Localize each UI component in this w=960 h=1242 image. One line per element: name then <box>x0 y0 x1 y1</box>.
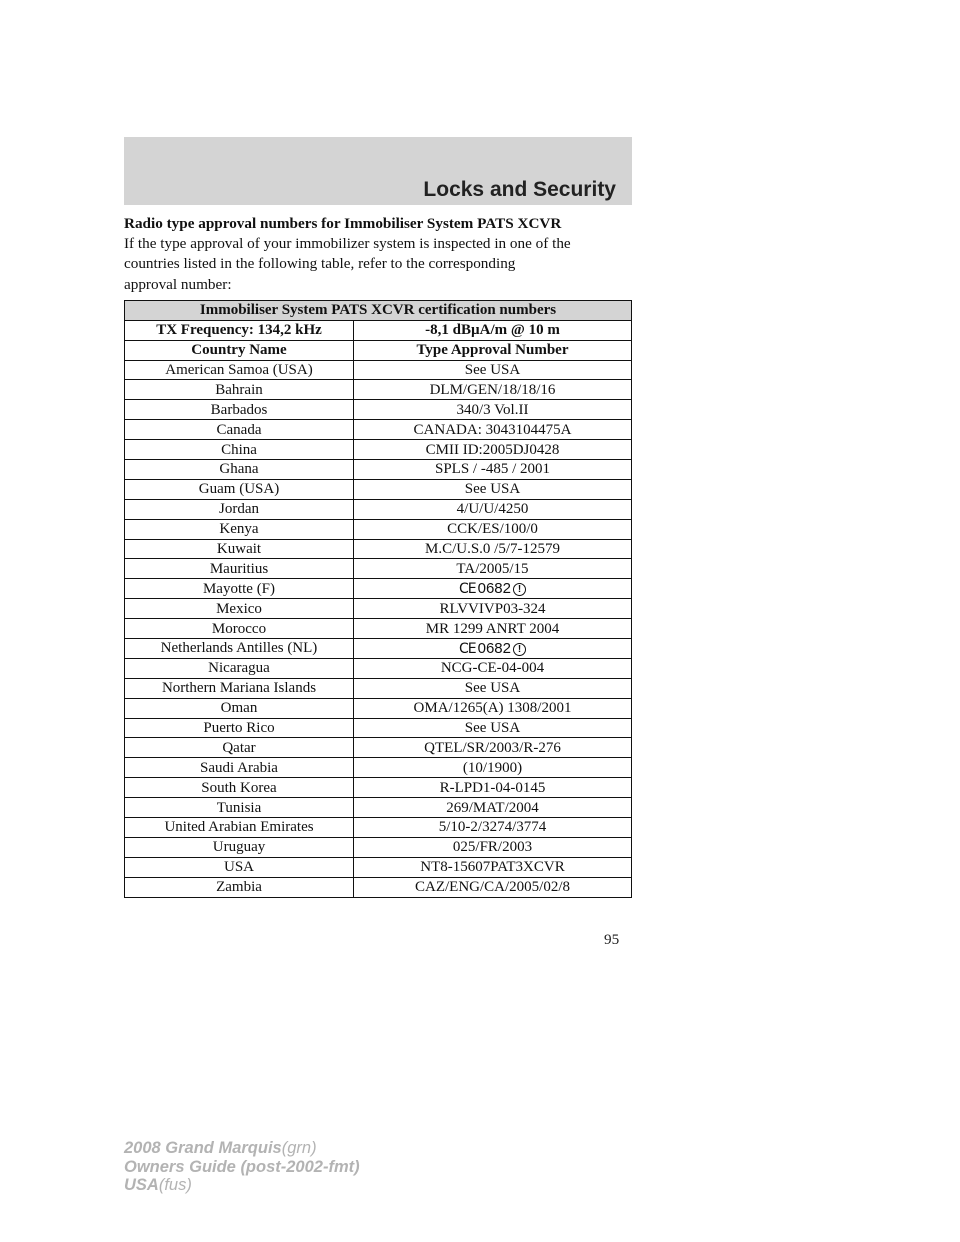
table-row <box>125 758 632 778</box>
country-name-cell: Northern Mariana Islands <box>125 678 354 698</box>
table-row <box>125 400 632 420</box>
table-row <box>125 639 632 659</box>
approval-number-cell: See USA <box>354 479 632 499</box>
table-row <box>125 440 632 460</box>
approval-number-cell: CMII ID:2005DJ0428 <box>354 440 632 460</box>
table-row <box>125 460 632 480</box>
alert-circle-icon: ! <box>513 643 526 656</box>
country-name-cell: Ghana <box>125 460 354 480</box>
approval-number-cell: See USA <box>354 718 632 738</box>
intro-line: approval number: <box>124 275 232 293</box>
table-row <box>125 658 632 678</box>
ce-symbol: CE <box>459 581 476 598</box>
approval-number-cell: CAZ/ENG/CA/2005/02/8 <box>354 877 632 897</box>
approval-number-cell: SPLS / -485 / 2001 <box>354 460 632 480</box>
country-name-cell: Canada <box>125 420 354 440</box>
country-name-cell: Mayotte (F) <box>125 579 354 599</box>
footer-guide: Owners Guide (post-2002-fmt) <box>124 1157 360 1176</box>
frequency-value: -8,1 dBµA/m @ 10 m <box>354 320 632 340</box>
country-name-cell: Nicaragua <box>125 658 354 678</box>
table-row <box>125 559 632 579</box>
intro-paragraph <box>124 234 632 295</box>
section-title: Locks and Security <box>423 178 616 201</box>
table-row <box>125 738 632 758</box>
country-name-cell: Saudi Arabia <box>125 758 354 778</box>
table-row <box>125 579 632 599</box>
approval-number-cell: QTEL/SR/2003/R-276 <box>354 738 632 758</box>
approval-number-cell <box>354 639 632 659</box>
table-row <box>125 619 632 639</box>
table-row <box>125 360 632 380</box>
table-row <box>125 857 632 877</box>
approval-number-cell: TA/2005/15 <box>354 559 632 579</box>
certification-table <box>124 300 632 898</box>
approval-number-cell: 340/3 Vol.II <box>354 400 632 420</box>
country-name-cell: Puerto Rico <box>125 718 354 738</box>
table-row <box>125 718 632 738</box>
table-row <box>125 539 632 559</box>
country-name-cell: Qatar <box>125 738 354 758</box>
approval-number-cell: (10/1900) <box>354 758 632 778</box>
alert-circle-icon: ! <box>513 583 526 596</box>
ce-symbol: CE <box>459 641 476 658</box>
approval-number-cell: OMA/1265(A) 1308/2001 <box>354 698 632 718</box>
section-heading: Radio type approval numbers for Immobiliser System PATS XCVR <box>124 215 562 232</box>
table-row <box>125 698 632 718</box>
footer-model-code: (grn) <box>281 1139 317 1157</box>
table-row <box>125 678 632 698</box>
approval-number-cell: See USA <box>354 360 632 380</box>
approval-number-cell: NT8-15607PAT3XCVR <box>354 857 632 877</box>
ce-mark-icon <box>459 641 526 657</box>
approval-number-cell: NCG-CE-04-004 <box>354 658 632 678</box>
notified-body-number: 0682 <box>477 580 511 598</box>
approval-number-cell: DLM/GEN/18/18/16 <box>354 380 632 400</box>
country-name-cell: Jordan <box>125 499 354 519</box>
footer-market-code: (fus) <box>158 1176 192 1194</box>
footer-market: USA <box>124 1176 159 1194</box>
frequency-label: TX Frequency: 134,2 kHz <box>125 320 354 340</box>
table-row <box>125 380 632 400</box>
country-name-cell: American Samoa (USA) <box>125 360 354 380</box>
approval-number-cell: 025/FR/2003 <box>354 837 632 857</box>
section-header-band <box>124 137 632 205</box>
approval-number-cell: 5/10-2/3274/3774 <box>354 818 632 838</box>
country-name-cell: Zambia <box>125 877 354 897</box>
country-name-cell: Tunisia <box>125 798 354 818</box>
footer-model: 2008 Grand Marquis <box>124 1139 282 1157</box>
approval-number-cell: See USA <box>354 678 632 698</box>
country-name-cell: Bahrain <box>125 380 354 400</box>
table-title: Immobiliser System PATS XCVR certification numbers <box>125 300 632 320</box>
country-name-cell: Netherlands Antilles (NL) <box>125 639 354 659</box>
page-content <box>124 213 632 898</box>
page-number: 95 <box>604 931 620 948</box>
table-row <box>125 519 632 539</box>
table-row <box>125 420 632 440</box>
approval-number-cell: RLVVIVP03-324 <box>354 599 632 619</box>
footer-imprint <box>124 1139 360 1195</box>
country-name-cell: United Arabian Emirates <box>125 818 354 838</box>
country-name-cell: Mauritius <box>125 559 354 579</box>
approval-number-cell: CANADA: 3043104475A <box>354 420 632 440</box>
approval-number-cell: M.C/U.S.0 /5/7-12579 <box>354 539 632 559</box>
table-row <box>125 877 632 897</box>
ce-mark-icon <box>459 581 526 597</box>
column-header-number: Type Approval Number <box>354 340 632 360</box>
approval-number-cell: MR 1299 ANRT 2004 <box>354 619 632 639</box>
approval-number-cell: 4/U/U/4250 <box>354 499 632 519</box>
approval-number-cell <box>354 579 632 599</box>
country-name-cell: Oman <box>125 698 354 718</box>
approval-number-cell: 269/MAT/2004 <box>354 798 632 818</box>
approval-number-cell: R-LPD1-04-0145 <box>354 778 632 798</box>
country-name-cell: China <box>125 440 354 460</box>
table-row <box>125 798 632 818</box>
country-name-cell: Kuwait <box>125 539 354 559</box>
country-name-cell: South Korea <box>125 778 354 798</box>
table-title-row <box>125 300 632 320</box>
country-name-cell: Morocco <box>125 619 354 639</box>
frequency-row <box>125 320 632 340</box>
country-name-cell: Guam (USA) <box>125 479 354 499</box>
table-row <box>125 479 632 499</box>
intro-line: If the type approval of your immobilizer system is inspected in one of the <box>124 235 571 252</box>
country-name-cell: Kenya <box>125 519 354 539</box>
column-header-country: Country Name <box>125 340 354 360</box>
table-row <box>125 599 632 619</box>
column-header-row <box>125 340 632 360</box>
country-name-cell: Barbados <box>125 400 354 420</box>
table-row <box>125 818 632 838</box>
table-row <box>125 778 632 798</box>
notified-body-number: 0682 <box>477 640 511 658</box>
country-name-cell: Mexico <box>125 599 354 619</box>
country-name-cell: Uruguay <box>125 837 354 857</box>
table-row <box>125 837 632 857</box>
country-name-cell: USA <box>125 857 354 877</box>
intro-line: countries listed in the following table, refer to the corresponding <box>124 255 516 273</box>
table-row <box>125 499 632 519</box>
approval-number-cell: CCK/ES/100/0 <box>354 519 632 539</box>
